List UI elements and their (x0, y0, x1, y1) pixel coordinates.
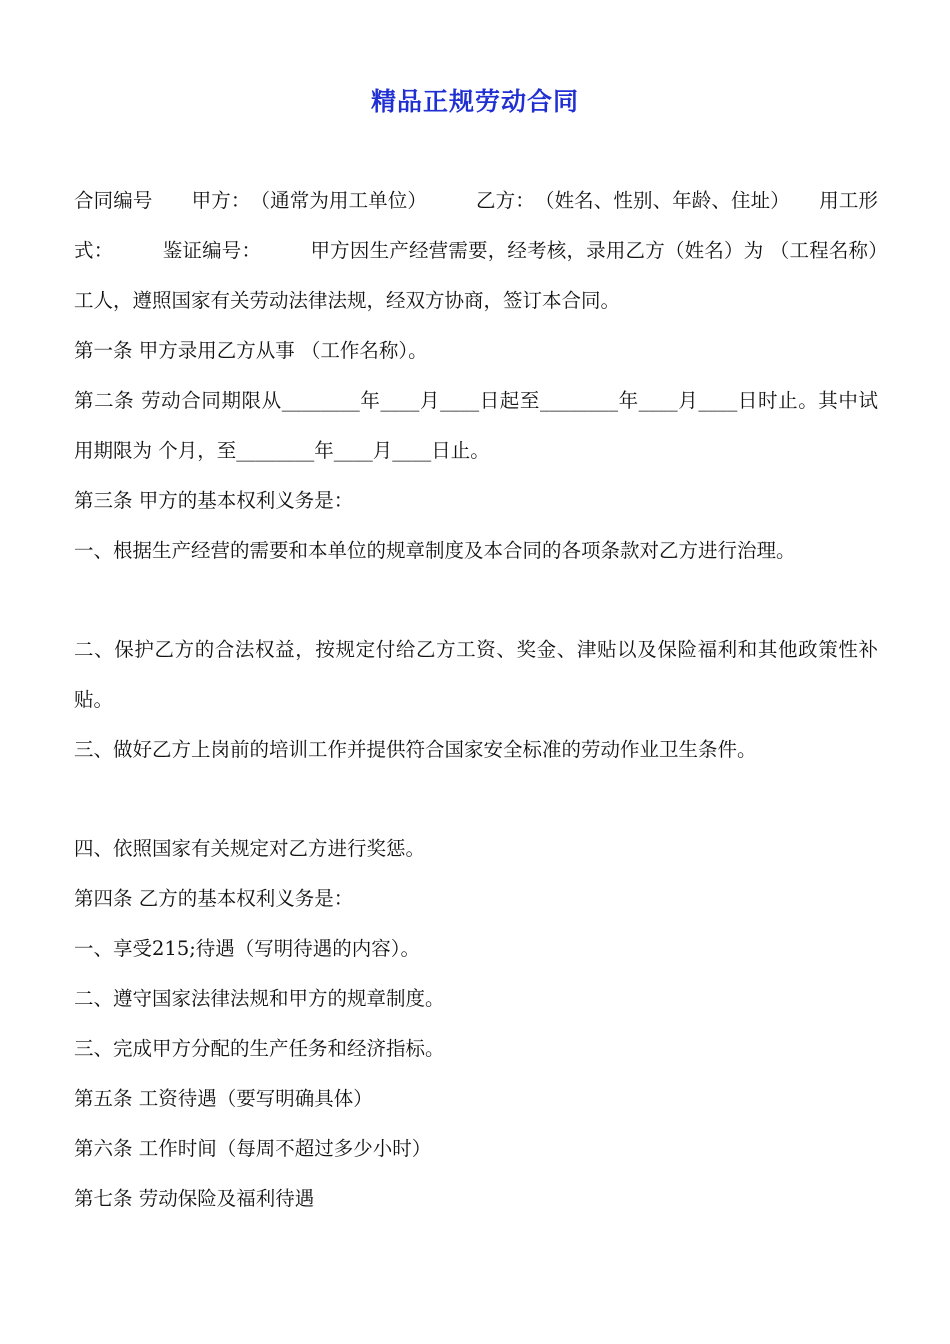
blank-line (74, 775, 878, 824)
article-4-item-1: 一、享受215;待遇（写明待遇的内容）。 (74, 937, 421, 960)
article-5: 第五条 工资待遇（要写明确具体） (74, 1087, 373, 1110)
article-6: 第六条 工作时间（每周不超过多少小时） (74, 1137, 432, 1160)
article-3-item-4: 四、依照国家有关规定对乙方进行奖惩。 (74, 837, 426, 860)
contract-preamble: 合同编号 甲方： （通常为用工单位） 乙方： （姓名、性别、年龄、住址） 用工形式： 鉴证编号： 甲方因生产经营需要，经考核，录用乙方（姓名）为 （工程名称）工人，遵照国家有关劳动法律法规，经双方协商，签订本合同。 (74, 189, 878, 312)
article-3-heading: 第三条 甲方的基本权利义务是： (74, 489, 354, 512)
article-4-item-3: 三、完成甲方分配的生产任务和经济指标。 (74, 1037, 445, 1060)
contract-body (74, 176, 878, 1224)
article-4-item-2: 二、遵守国家法律法规和甲方的规章制度。 (74, 987, 445, 1010)
article-7: 第七条 劳动保险及福利待遇 (74, 1187, 315, 1210)
blank-line (74, 576, 878, 625)
article-4-heading: 第四条 乙方的基本权利义务是： (74, 887, 354, 910)
document-title: 精品正规劳动合同 (370, 87, 579, 116)
article-3-item-2: 二、保护乙方的合法权益，按规定付给乙方工资、奖金、津贴以及保险福利和其他政策性补贴。 (74, 638, 878, 711)
article-3-item-3: 三、做好乙方上岗前的培训工作并提供符合国家安全标准的劳动作业卫生条件。 (74, 738, 757, 761)
article-2: 第二条 劳动合同期限从________年____月____日起至________年____月____日时止。其中试用期限为 个月，至________年____月____日止。 (74, 389, 878, 462)
article-3-item-1: 一、根据生产经营的需要和本单位的规章制度及本合同的各项条款对乙方进行治理。 (74, 539, 796, 562)
article-1: 第一条 甲方录用乙方从事 （工作名称）。 (74, 339, 428, 362)
